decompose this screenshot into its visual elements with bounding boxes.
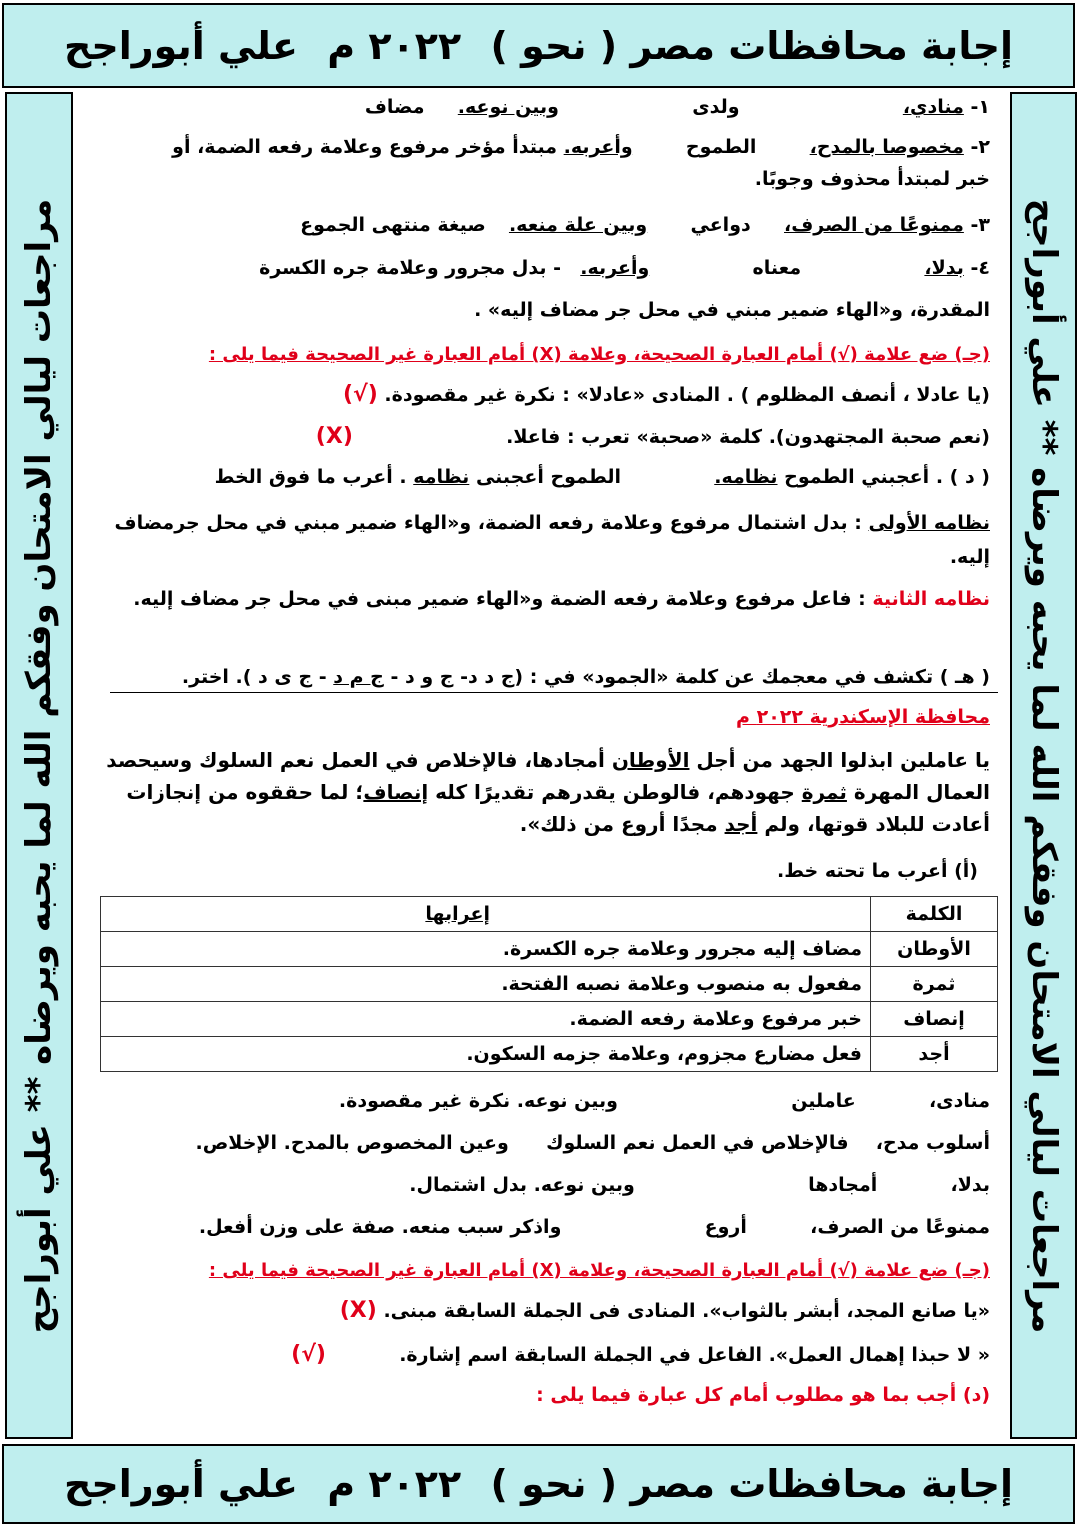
tf4-mark: (√) (291, 1342, 326, 1367)
q4-number: ٤- (970, 257, 990, 279)
n2-text: : فاعل مرفوع وعلامة رفعه الضمة و«الهاء ضمير مبنى في محل جر مضاف إليه. (133, 588, 866, 610)
d-sentence-1: أعجبني الطموح (784, 466, 930, 488)
table-cell-irab: مضاف إليه مجرور وعلامة جره الكسرة. (101, 932, 871, 967)
table-header-word: الكلمة (871, 897, 998, 932)
part2-b4 (90, 1214, 990, 1240)
b4-word: أروع (704, 1216, 747, 1238)
passage-5: مجدًا أروع من ذلك». (519, 812, 725, 836)
passage-3: جهودهم، فالوطن يقدرهم تقديرًا كله (428, 780, 802, 804)
q1-answer: مضاف (364, 96, 425, 118)
q4-line (90, 255, 990, 281)
part2-passage (90, 744, 990, 840)
table-cell-word: أجد (871, 1037, 998, 1072)
q4-word: معناه (752, 257, 802, 279)
n2-label: نظامه الثانية (872, 588, 990, 610)
b4-term: ممنوعًا من الصرف، (810, 1216, 990, 1238)
q4-term: بدلا، (924, 257, 964, 279)
header-author: علي أبوراجح (64, 23, 298, 68)
b3-answer: وبين نوعه. بدل اشتمال. (409, 1174, 635, 1196)
b1-word: عاملين (791, 1090, 856, 1112)
b2-word: فالإخلاص في العمل نعم السلوك (546, 1132, 849, 1154)
q3-instruction: وبين علة منعه. (508, 214, 648, 236)
d-label: ( د ) . (935, 466, 990, 488)
part1-nizamuh-2 (90, 582, 990, 616)
part2-heading: محافظة الإسكندرية ٢٠٢٢ م (736, 706, 990, 728)
table-cell-irab: فعل مضارع مجزوم، وعلامة جزمه السكون. (101, 1037, 871, 1072)
q2-term: مخصوصا بالمدح، (809, 136, 964, 158)
q1-line (90, 94, 990, 120)
tf3-text: «يا صانع المجد، أبشر بالثواب». المنادى فى الجملة السابقة مبنى. (383, 1300, 990, 1322)
q1-number: ١- (970, 96, 990, 118)
part2-tf-item-2 (90, 1342, 990, 1368)
footer-title: إجابة محافظات مصر ( نحو ) (490, 1462, 1013, 1506)
h-text: ( هـ ) تكشف في معجمك عن كلمة «الجمود» في : (ج د د- ج و د - (383, 666, 990, 688)
q2-word: الطموح (685, 136, 757, 158)
tf2-text: (نعم صحبة المجتهدون). كلمة «صحبة» تعرب : فاعلا. (506, 426, 990, 448)
irab-table (100, 896, 998, 1072)
passage-u-4: أجد (724, 812, 758, 836)
b1-term: منادى، (928, 1090, 990, 1112)
part2-tf-item-1 (90, 1298, 990, 1324)
part2-true-false-heading: (جـ) ضع علامة (√) أمام العبارة الصحيحة، وعلامة (X) أمام العبارة غير الصحيحة فيما يلى : (208, 1260, 990, 1281)
passage-1: يا عاملين ابذلوا الجهد من أجل (689, 748, 990, 772)
q2-line (90, 134, 990, 160)
q2-number: ٢- (970, 136, 990, 158)
table-cell-irab: خبر مرفوع وعلامة رفعه الضمة. (101, 1002, 871, 1037)
q1-word: ولدى (692, 96, 740, 118)
q3-number: ٣- (970, 214, 990, 236)
table-header-row (101, 897, 998, 932)
q4-answer-cont: المقدرة، و«الهاء ضمير مبني في محل جر مضاف إليه» . (474, 299, 990, 321)
header-bar (2, 3, 1075, 88)
part2-a-instruction: (أ) أعرب ما تحته خط. (776, 860, 978, 882)
section-divider (110, 692, 998, 693)
tf3-mark: (X) (339, 1298, 377, 1323)
header-year: ٢٠٢٢ م (327, 23, 462, 68)
b3-term: بدلا، (950, 1174, 990, 1196)
table-row (101, 932, 998, 967)
part2-b2 (90, 1130, 990, 1156)
table-row (101, 967, 998, 1002)
q1-term: منادي، (902, 96, 964, 118)
b2-answer: وعين المخصوص بالمدح. الإخلاص. (195, 1132, 509, 1154)
q3-term: ممنوعًا من الصرف، (784, 214, 964, 236)
part1-true-false-heading: (جـ) ضع علامة (√) أمام العبارة الصحيحة، وعلامة (X) أمام العبارة غير الصحيحة فيما يلى : (208, 344, 990, 365)
footer-author: علي أبوراجح (64, 1462, 298, 1506)
part1-h-line (90, 664, 990, 690)
part1-nizamuh-1 (90, 506, 990, 574)
n1-label: نظامه الأولى (868, 512, 990, 534)
b2-term: أسلوب مدح، (875, 1132, 990, 1154)
tf4-text: « لا حبذا إهمال العمل». الفاعل في الجملة السابقة اسم إشارة. (399, 1344, 990, 1366)
table-cell-word: ثمرة (871, 967, 998, 1002)
tf1-text: (يا عادلا ، أنصف المظلوم ) . المنادى «عادلا» : نكرة غير مقصودة. (384, 384, 990, 406)
q1-instruction: وبين نوعه. (457, 96, 559, 118)
q3-line (90, 212, 990, 238)
q2-answer: مبتدأ مؤخر مرفوع وعلامة رفعه الضمة، أو (172, 136, 558, 158)
d-word-1: نظامه. (714, 466, 778, 488)
footer-year: ٢٠٢٢ م (327, 1462, 462, 1506)
passage-u-1: الأوطان (611, 748, 690, 772)
table-row (101, 1037, 998, 1072)
footer-bar (2, 1444, 1075, 1524)
part1-d-line (90, 464, 990, 490)
n1-text: : بدل اشتمال مرفوع وعلامة رفعه الضمة، و«الهاء ضمير مبني في محل جرمضاف إليه. (114, 512, 990, 568)
q2-answer-cont: خبر لمبتدأ محذوف وجوبًا. (754, 168, 990, 190)
b3-word: أمجادها (808, 1174, 878, 1196)
q2-line-2 (90, 166, 990, 192)
sidebar-left (5, 92, 73, 1439)
part1-tf-item-1 (90, 382, 990, 408)
q2-instruction: وأعربه. (563, 136, 633, 158)
d-instruction: . أعرب ما فوق الخط (214, 466, 407, 488)
q4-answer: - بدل مجرور وعلامة جره الكسرة (259, 257, 562, 279)
part2-d-heading: (د) أجب بما هو مطلوب أمام كل عبارة فيما يلى : (536, 1384, 990, 1406)
passage-4: ؛ لما حققوه من إنجازات أعادت للبلاد قوتها، ولم (126, 780, 990, 836)
table-header-irab: إعرابها (101, 897, 871, 932)
d-sentence-2: الطموح أعجبنى (475, 466, 621, 488)
d-word-2: نظامه (413, 466, 470, 488)
header-title: إجابة محافظات مصر ( نحو ) (490, 23, 1013, 68)
part1-tf-item-2 (90, 424, 990, 450)
table-cell-word: إنصاف (871, 1002, 998, 1037)
q3-word: دواعي (690, 214, 751, 236)
part2-b3 (90, 1172, 990, 1198)
q4-line-2 (90, 297, 990, 323)
passage-u-2: ثمرة (801, 780, 847, 804)
table-row (101, 1002, 998, 1037)
passage-2: أمجادها، فالإخلاص في العمل نعم السلوك وسيحصد العمال المهرة (106, 748, 990, 804)
sidebar-right-text: مراجعات ليالي الامتحان وفقكم الله لما يحبه ويرضاه ** علي أبوراجح (1023, 198, 1064, 1333)
q4-instruction: وأعربه. (580, 257, 650, 279)
b1-answer: وبين نوعه. نكرة غير مقصودة. (338, 1090, 618, 1112)
sidebar-left-text: مراجعات ليالي الامتحان وفقكم الله لما يحبه ويرضاه ** علي أبوراجح (19, 198, 59, 1333)
sidebar-right (1010, 92, 1077, 1439)
h-correct: ج م د (333, 666, 384, 688)
table-cell-irab: مفعول به منصوب وعلامة نصبه الفتحة. (101, 967, 871, 1002)
part2-b1 (90, 1088, 990, 1114)
table-cell-word: الأوطان (871, 932, 998, 967)
passage-u-3: إنصاف (363, 780, 429, 804)
tf1-mark: (√) (343, 382, 378, 407)
h-rest: - ج ى د ). اختر. (181, 666, 334, 688)
tf2-mark: (X) (315, 424, 353, 449)
b4-answer: واذكر سبب منعه. صفة على وزن أفعل. (198, 1216, 562, 1238)
q3-answer: صيغة منتهى الجموع (300, 214, 486, 236)
